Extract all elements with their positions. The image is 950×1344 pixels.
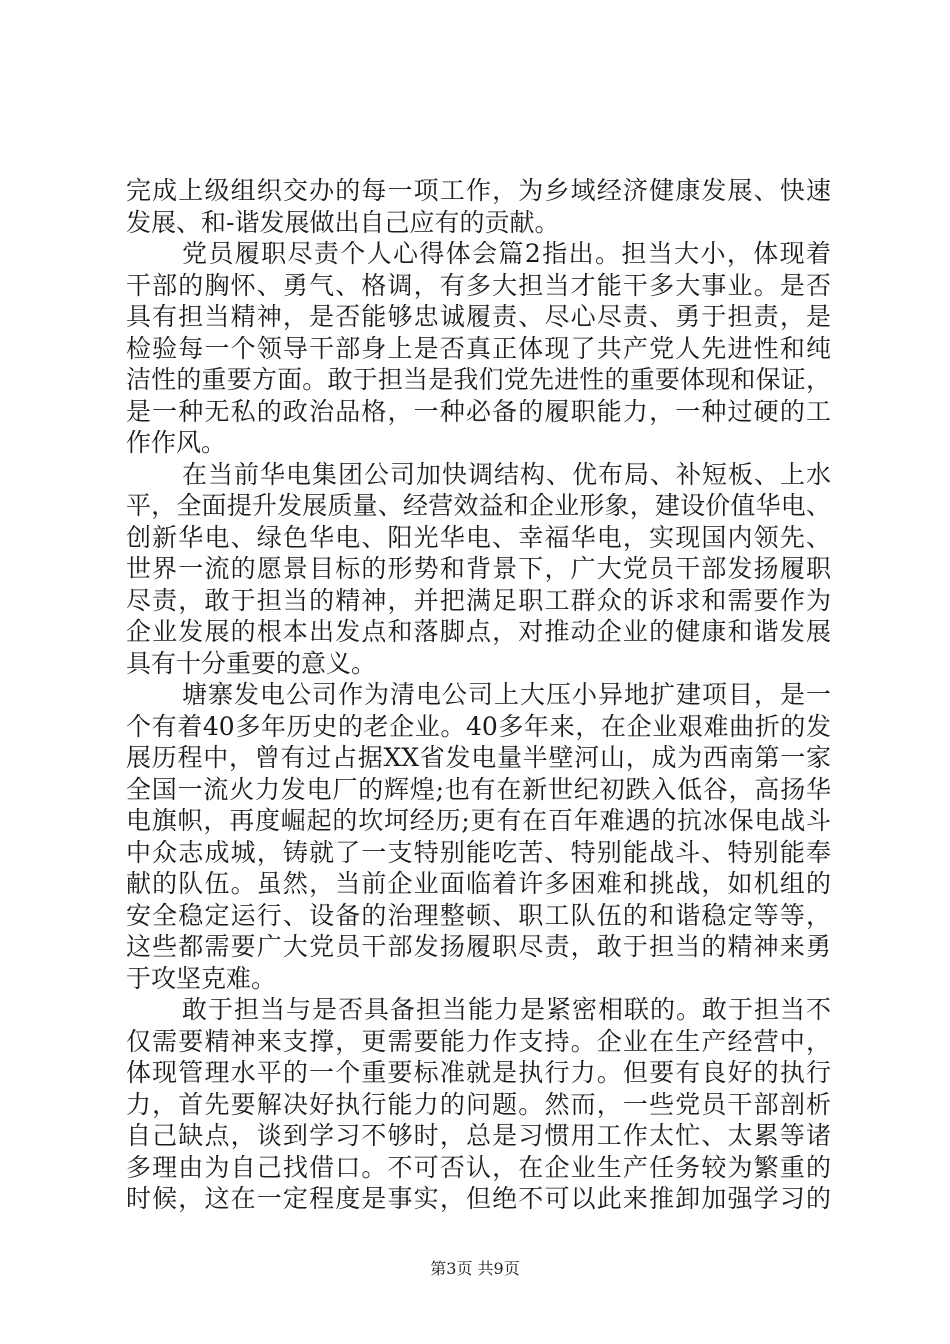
text-line: 这些都需要广大党员干部发扬履职尽责，敢于担当的精神来勇 <box>126 932 831 961</box>
text-line: 力，首先要解决好执行能力的问题。然而，一些党员干部剖析 <box>126 1089 831 1119</box>
text-line: 展历程中，曾有过占据XX省发电量半壁河山，成为西南第一家 <box>126 743 831 772</box>
text-line: 塘寨发电公司作为清电公司上大压小异地扩建项目，是一 <box>182 680 831 709</box>
text-line: 电旗帜，再度崛起的坎坷经历;更有在百年难遇的抗冰保电战斗 <box>126 806 831 835</box>
text-line: 尽责，敢于担当的精神，并把满足职工群众的诉求和需要作为 <box>126 585 831 615</box>
text-line: 仅需要精神来支撑，更需要能力作支持。企业在生产经营中， <box>126 1026 831 1056</box>
document-body <box>126 175 831 1215</box>
text-line: 全国一流火力发电厂的辉煌;也有在新世纪初跌入低谷，高扬华 <box>126 774 831 804</box>
text-line: 多理由为自己找借口。不可否认，在企业生产任务较为繁重的 <box>126 1152 831 1182</box>
text-line: 中众志成城，铸就了一支特别能吃苦、特别能战斗、特别能奉 <box>126 837 831 867</box>
text-line: 于攻坚克难。 <box>126 963 277 993</box>
text-line: 发展、和-谐发展做出自己应有的贡献。 <box>126 207 560 237</box>
text-line: 完成上级组织交办的每一项工作，为乡域经济健康发展、快速 <box>126 176 831 205</box>
text-line: 党员履职尽责个人心得体会篇2指出。担当大小，体现着 <box>182 239 831 268</box>
text-line: 自己缺点，谈到学习不够时，总是习惯用工作太忙、太累等诸 <box>126 1121 831 1150</box>
text-line: 体现管理水平的一个重要标准就是执行力。但要有良好的执行 <box>126 1058 831 1087</box>
text-line: 洁性的重要方面。敢于担当是我们党先进性的重要体现和保证， <box>126 365 831 394</box>
text-line: 创新华电、绿色华电、阳光华电、幸福华电，实现国内领先、 <box>126 522 831 552</box>
text-line: 作作风。 <box>126 428 227 457</box>
page-number-label: 第3页 共9页 <box>430 1259 520 1278</box>
page-footer <box>0 1256 950 1279</box>
text-line: 安全稳定运行、设备的治理整顿、职工队伍的和谐稳定等等， <box>126 900 831 930</box>
text-line: 献的队伍。虽然，当前企业面临着许多困难和挑战，如机组的 <box>126 869 831 898</box>
text-line: 时候，这在一定程度是事实，但绝不可以此来推卸加强学习的 <box>126 1184 831 1213</box>
text-line: 检验每一个领导干部身上是否真正体现了共产党人先进性和纯 <box>126 333 831 363</box>
text-line: 个有着40多年历史的老企业。40多年来，在企业艰难曲折的发 <box>126 711 831 741</box>
text-line: 具有十分重要的意义。 <box>126 648 377 678</box>
text-line: 平，全面提升发展质量、经营效益和企业形象，建设价值华电、 <box>126 491 831 520</box>
text-line: 干部的胸怀、勇气、格调，有多大担当才能干多大事业。是否 <box>126 270 831 300</box>
text-line: 敢于担当与是否具备担当能力是紧密相联的。敢于担当不 <box>182 995 831 1024</box>
text-line: 世界一流的愿景目标的形势和背景下，广大党员干部发扬履职 <box>126 554 831 583</box>
text-line: 具有担当精神，是否能够忠诚履责、尽心尽责、勇于担责，是 <box>126 302 831 331</box>
text-line: 企业发展的根本出发点和落脚点，对推动企业的健康和谐发展 <box>126 617 831 646</box>
text-line: 在当前华电集团公司加快调结构、优布局、补短板、上水 <box>182 459 831 489</box>
text-line: 是一种无私的政治品格，一种必备的履职能力，一种过硬的工 <box>126 396 831 426</box>
